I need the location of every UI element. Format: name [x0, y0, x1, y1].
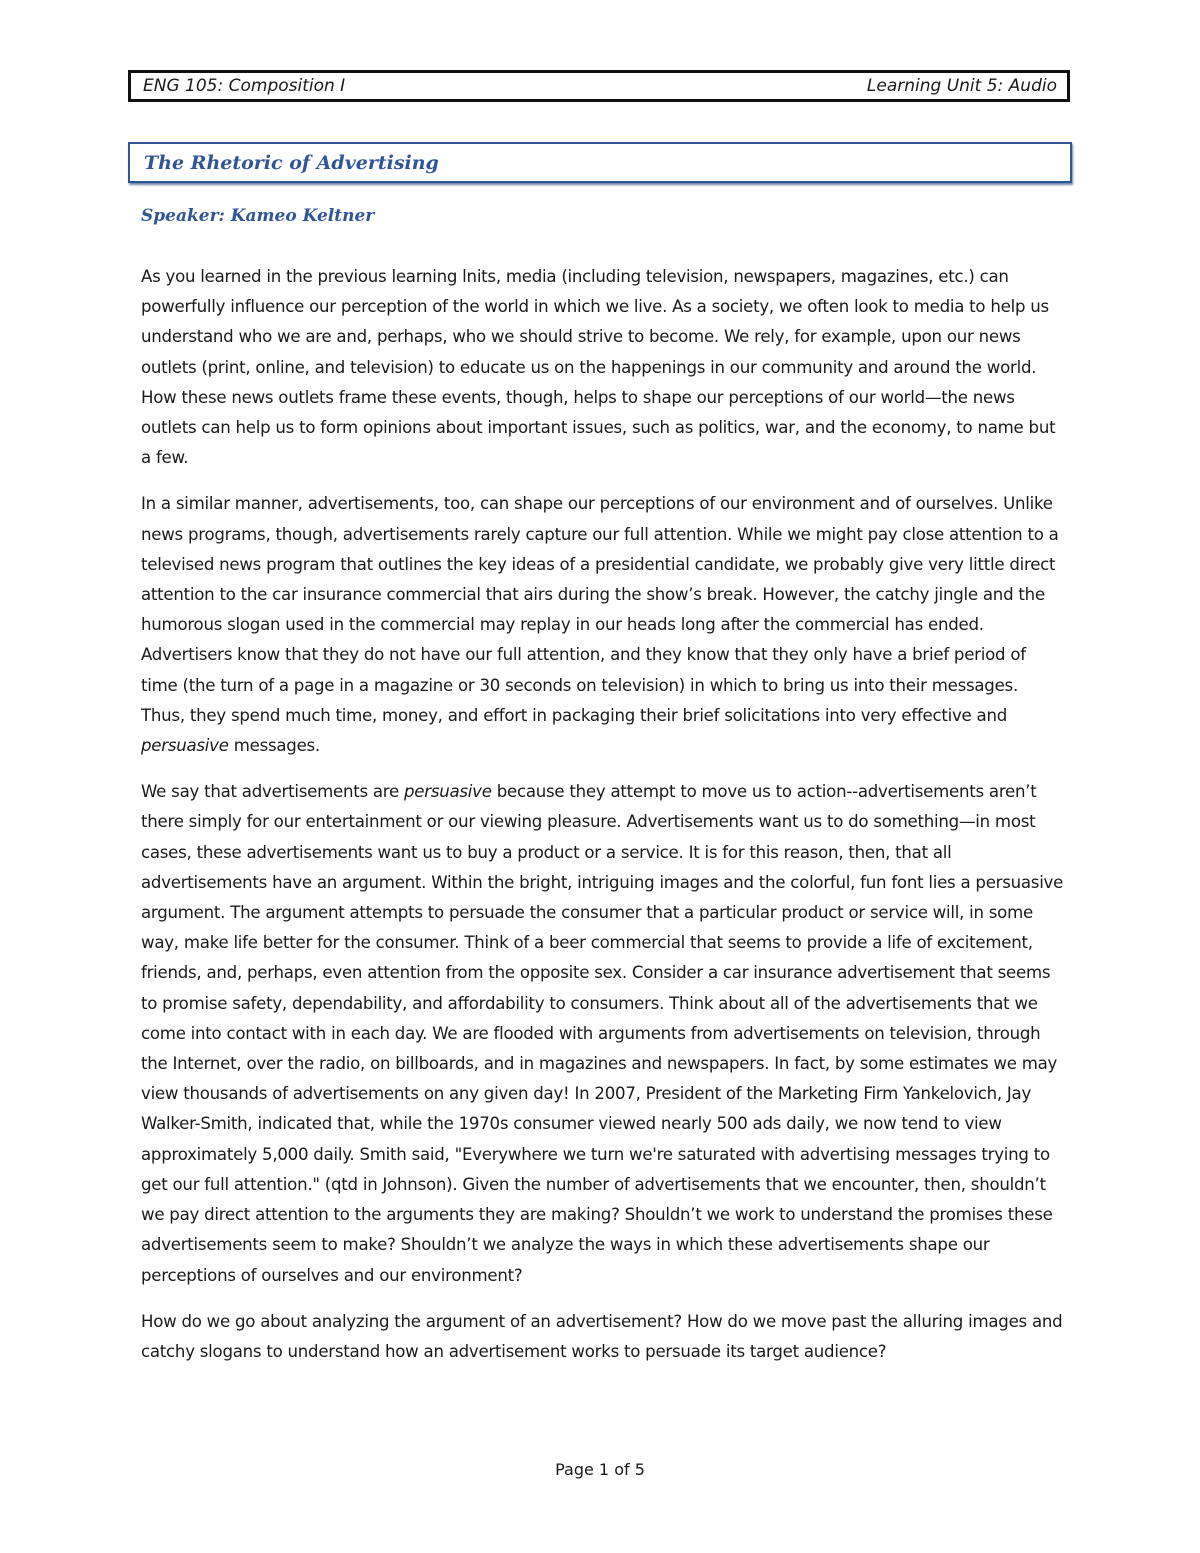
paragraph-text: In a similar manner, advertisements, too, can shape our perceptions of our environment and of ourselves. Unlike news programs, though, advertisements rarely capture our full attention. While we might pay close attention to a televised news program that outlines the key ideas of a presidential candidate, we probably give very little direct attention to the car insurance commercial that airs during the show’s break. However, the catchy jingle and the humorous slogan used in the commercial may replay in our heads long after the commercial has ended. Advertisers know that they do not have our full attention, and they know that they only have a brief period of time (the turn of a page in a magazine or 30 seconds on television) in which to bring us into their messages. Thus, they spend much time, money, and effort in packaging their brief solicitations into very effective and — [141, 494, 1059, 725]
paragraph-text: messages. — [228, 736, 320, 756]
paragraph-text: As you learned in the previous learning lnits, media (including television, newspapers, magazines, etc.) can powerfully influence our perception of the world in which we live. As a society, we often look to media to help us understand who we are and, perhaps, who we should strive to become. We rely, for example, upon our news outlets (print, online, and television) to educate us on the happenings in our community and around the world. How these news outlets frame these events, though, helps to shape our perceptions of our world—the news outlets can help us to form opinions about important issues, such as politics, war, and the economy, to name but a few. — [141, 267, 1056, 468]
paragraph — [141, 489, 1066, 761]
body-text — [141, 262, 1066, 1383]
paragraph-text: How do we go about analyzing the argument of an advertisement? How do we move past the alluring images and catchy slogans to understand how an advertisement works to persuade its target audience? — [141, 1311, 1063, 1361]
speaker-line: Speaker: Kameo Keltner — [141, 206, 375, 226]
course-title: ENG 105: Composition I — [143, 76, 346, 96]
page-title: The Rhetoric of Advertising — [144, 151, 439, 174]
paragraph — [141, 1307, 1066, 1367]
paragraph-text: We say that advertisements are — [141, 782, 404, 802]
page-number: Page 1 of 5 — [555, 1460, 645, 1479]
unit-title: Learning Unit 5: Audio — [866, 76, 1057, 96]
paragraph — [141, 777, 1066, 1290]
title-box — [128, 142, 1072, 183]
emphasis: persuasive — [141, 736, 229, 756]
paragraph-text: because they attempt to move us to action--advertisements aren’t there simply for our entertainment or our viewing pleasure. Advertisements want us to do something—in most cases, these advertisements want us to buy a product or a service. It is for this reason, then, that all advertisements have an argument. Within the bright, intriguing images and the colorful, fun font lies a persuasive argument. The argument attempts to persuade the consumer that a particular product or service will, in some way, make life better for the consumer. Think of a beer commercial that seems to provide a life of excitement, friends, and, perhaps, even attention from the opposite sex. Consider a car insurance advertisement that seems to promise safety, dependability, and affordability to consumers. Think about all of the advertisements that we come into contact with in each day. We are flooded with arguments from advertisements on television, through the Internet, over the radio, on billboards, and in magazines and newspapers. In fact, by some estimates we may view thousands of advertisements on any given day! In 2007, President of the Marketing Firm Yankelovich, Jay Walker-Smith, indicated that, while the 1970s consumer viewed nearly 500 ads daily, we now tend to view approximately 5,000 daily. Smith said, "Everywhere we turn we're saturated with advertising messages trying to get our full attention." (qtd in Johnson). Given the number of advertisements that we encounter, then, shouldn’t we pay direct attention to the arguments they are making? Shouldn’t we work to understand the promises these advertisements seem to make? Shouldn’t we analyze the ways in which these advertisements shape our perceptions of ourselves and our environment? — [141, 782, 1064, 1285]
running-header — [128, 70, 1070, 102]
emphasis: persuasive — [404, 782, 492, 802]
paragraph — [141, 262, 1066, 473]
